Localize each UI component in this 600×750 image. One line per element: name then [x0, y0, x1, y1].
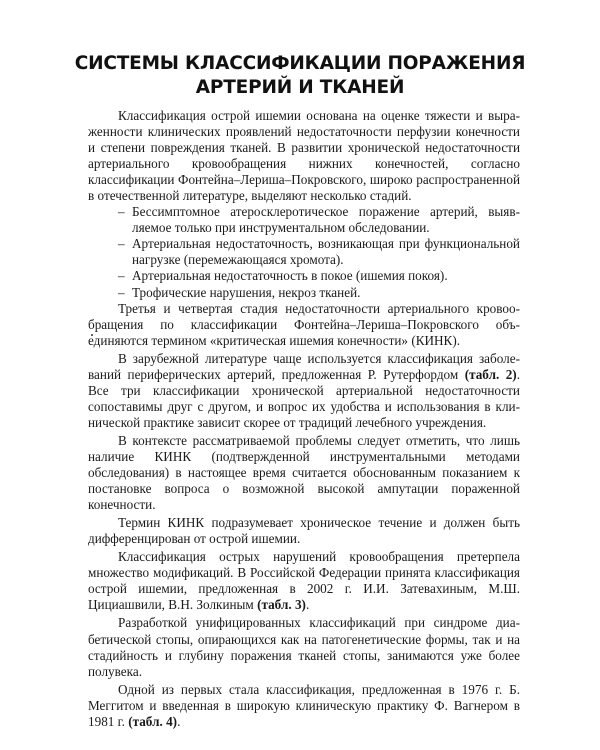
list-dash: –: [118, 268, 125, 284]
list-item-text: Бессимптомное атеросклеротическое поражение артерий, выявляемое только при инструментальном обследовании.: [132, 204, 520, 236]
page-title-line-2: АРТЕРИЙ И ТКАНЕЙ: [195, 77, 405, 98]
paragraph-kink-definition: Третья и четвертая стадия недостаточности артериального кровообращения по классификации Фонтейна–Лериша–Покровского объединяются термином «критическая ишемия конечности» (КИНК).: [88, 300, 520, 348]
paragraph-wagner: [88, 682, 520, 730]
list-item-text: Трофические нарушения, некроз тканей.: [132, 284, 361, 300]
list-item-text: Артериальная недостаточность, возникающая при функциональной нагрузке (перемежающаяся хромота).: [132, 236, 520, 268]
table-4-reference: (табл. 4): [128, 713, 178, 729]
page-title-line-1: СИСТЕМЫ КЛАССИФИКАЦИИ ПОРАЖЕНИЯ: [74, 53, 526, 74]
paragraph-text: Одной из первых стала классификация, предложенная в 1976 г. Б. Меггитом и введенная в широкую клиническую практику Ф. Вагнером в 1981 г.: [88, 681, 520, 729]
paragraph-text: .: [305, 597, 310, 613]
list-dash: –: [118, 204, 125, 220]
list-item: [88, 268, 520, 284]
paragraph-text: Классификация острых нарушений кровообращения претерпела множество модификаций. В Российской Федерации принята классификация острой ишемии, предложенная в 2002 г. И.И. Затевахиным, М.Ш. Цициашвили, В.Н. Золкиным: [88, 549, 520, 613]
paragraph-diabetic-foot: Разработкой унифицированных классификаций при синдроме диабетической стопы, опирающихся как на патогенетические формы, так и на стадийность и глубину поражения тканей стопы, занимаются уже более полувека.: [88, 615, 520, 679]
paragraph-amputation: В контексте рассматриваемой проблемы следует отметить, что лишь наличие КИНК (подтвержденной инструментальными методами обследования) в настоящее время считается обоснованным показанием к постановке вопроса о возможной высокой ампутации пораженной конечности.: [88, 432, 520, 513]
stage-list: [88, 204, 520, 300]
list-dash: –: [118, 236, 125, 252]
table-2-reference: (табл. 2): [464, 366, 517, 382]
page-title: [60, 52, 540, 100]
list-item: [88, 236, 520, 268]
body-text: [88, 108, 520, 730]
list-item: [88, 285, 520, 301]
paragraph-acute-classification: [88, 549, 520, 613]
table-3-reference: (табл. 3): [257, 597, 306, 613]
paragraph-text: .: [177, 713, 181, 729]
list-item-text: Артериальная недостаточность в покое (ишемия покоя).: [132, 268, 448, 284]
paragraph-text: В зарубежной литературе чаще используется классификация заболеваний периферических артерий, предложенная Р. Рутерфордом: [88, 350, 520, 382]
paragraph-text: . Все три классификации хронической артериальной недостаточности сопоставимы друг с другом, и вопрос их удобства и использования в клинической практике зависит скорее от традиций лечебного учреждения.: [88, 366, 520, 430]
paragraph-intro: Классификация острой ишемии основана на оценке тяжести и выраженности клинических проявлений недостаточности перфузии конечности и степени повреждения тканей. В развитии хронической недостаточности артериального кровообращения нижних конечностей, согласно классификации Фонтейна–Лериша–Покровского, широко распространенной в отечественной литературе, выделяют несколько стадий.: [88, 108, 520, 204]
paragraph-kink-term: Термин КИНК подразумевает хроническое течение и должен быть дифференцирован от острой ишемии.: [88, 515, 520, 547]
list-dash: –: [118, 284, 125, 300]
paragraph-rutherford: [88, 351, 520, 431]
list-item: [88, 204, 520, 236]
